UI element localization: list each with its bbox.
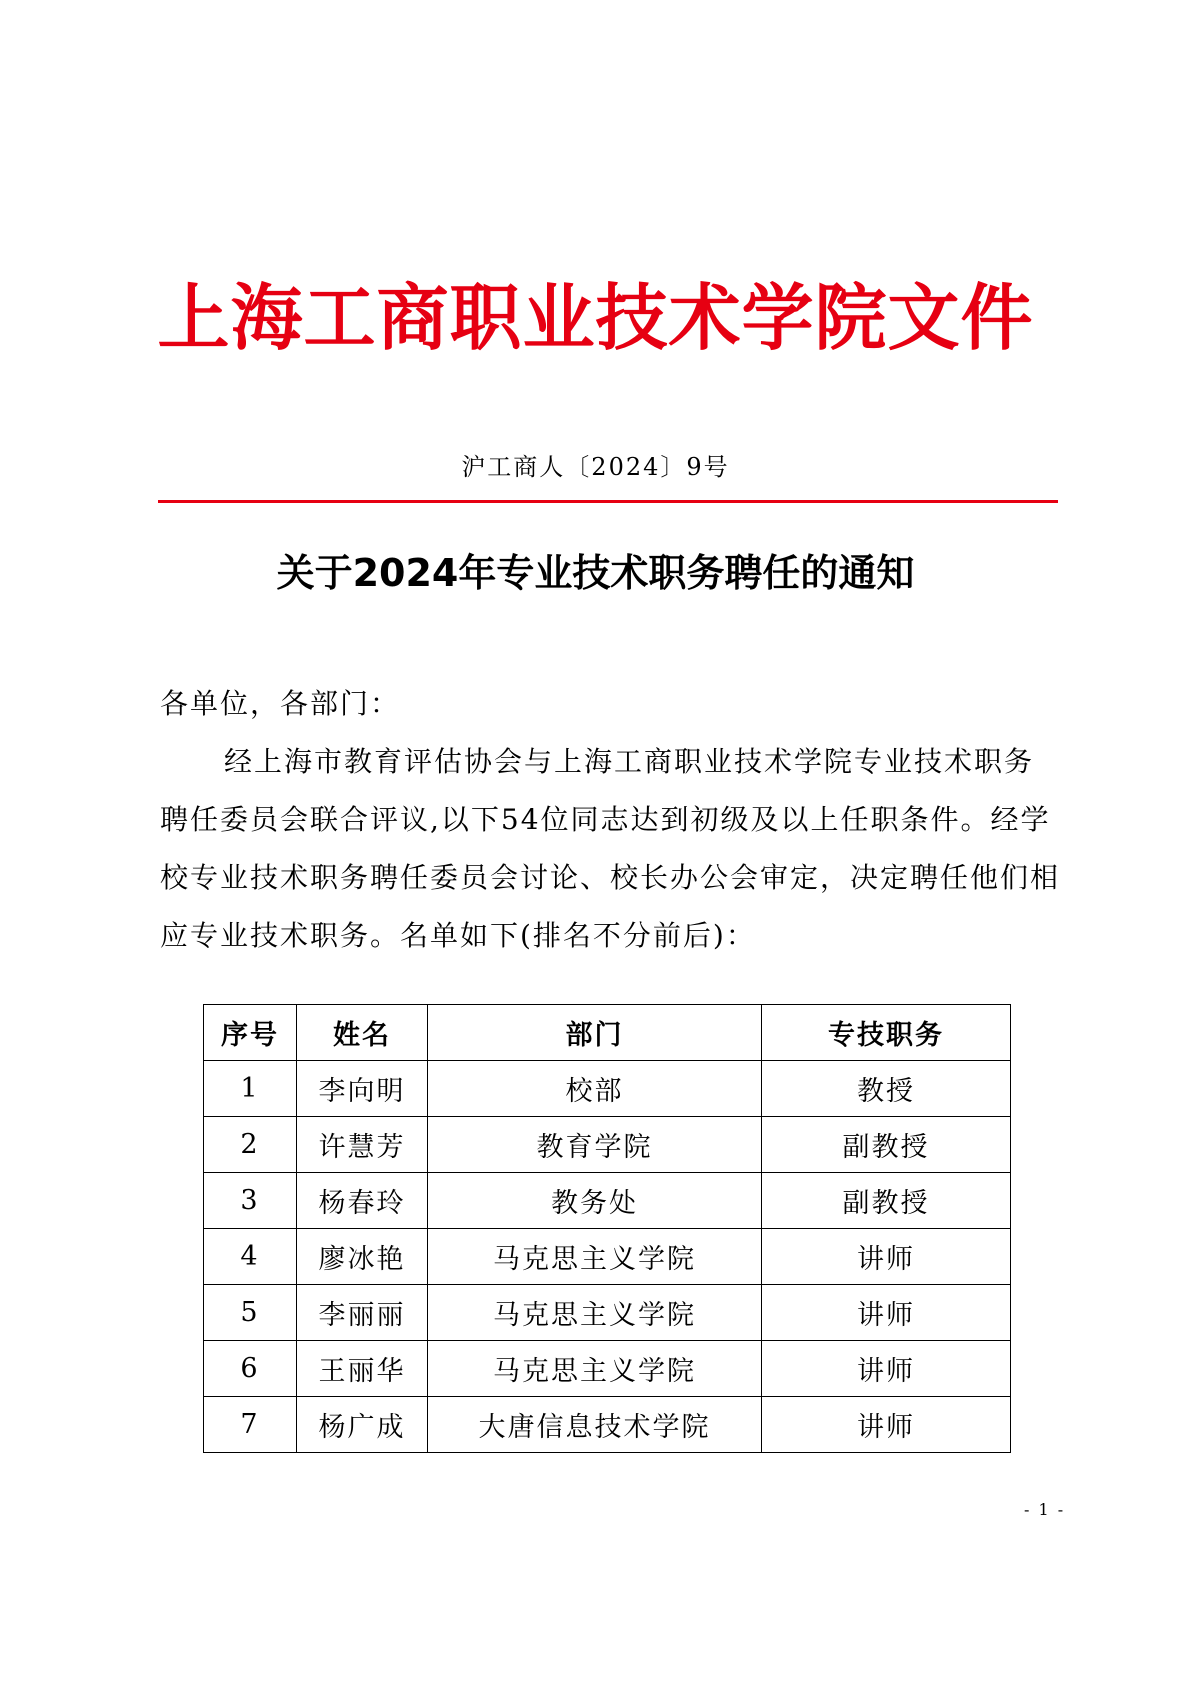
table-row — [204, 1173, 1011, 1229]
cell-name: 许慧芳 — [297, 1117, 428, 1173]
cell-department: 教务处 — [428, 1173, 762, 1229]
cell-serial: 3 — [204, 1173, 297, 1229]
page-number: - 1 - — [1024, 1500, 1066, 1519]
cell-position: 教授 — [762, 1061, 1011, 1117]
body-paragraph: 经上海市教育评估协会与上海工商职业技术学院专业技术职务聘任委员会联合评议,以下54位同志达到初级及以上任职条件。经学校专业技术职务聘任委员会讨论、校长办公会审定，决定聘任他们相应专业技术职务。名单如下(排名不分前后)： — [160, 745, 1061, 952]
header-serial: 序号 — [204, 1005, 297, 1061]
cell-serial: 1 — [204, 1061, 297, 1117]
cell-department: 大唐信息技术学院 — [428, 1397, 762, 1453]
table-row — [204, 1285, 1011, 1341]
cell-position: 讲师 — [762, 1397, 1011, 1453]
header-department: 部门 — [428, 1005, 762, 1061]
cell-position: 副教授 — [762, 1173, 1011, 1229]
cell-name: 杨春玲 — [297, 1173, 428, 1229]
cell-serial: 5 — [204, 1285, 297, 1341]
cell-name: 杨广成 — [297, 1397, 428, 1453]
letterhead-title: 上海工商职业技术学院文件 — [157, 276, 1034, 360]
table-row — [204, 1397, 1011, 1453]
notice-title: 关于2024年专业技术职务聘任的通知 — [276, 551, 915, 595]
cell-serial: 7 — [204, 1397, 297, 1453]
table-row — [204, 1117, 1011, 1173]
header-name: 姓名 — [297, 1005, 428, 1061]
staff-table — [203, 1004, 1011, 1453]
table-row — [204, 1229, 1011, 1285]
cell-department: 马克思主义学院 — [428, 1229, 762, 1285]
cell-position: 讲师 — [762, 1341, 1011, 1397]
table-row — [204, 1341, 1011, 1397]
cell-position: 讲师 — [762, 1285, 1011, 1341]
red-divider-line — [158, 500, 1058, 503]
table-header-row — [204, 1005, 1011, 1061]
cell-department: 教育学院 — [428, 1117, 762, 1173]
cell-name: 廖冰艳 — [297, 1229, 428, 1285]
cell-position: 讲师 — [762, 1229, 1011, 1285]
salutation: 各单位，各部门： — [160, 687, 401, 720]
cell-name: 李向明 — [297, 1061, 428, 1117]
cell-name: 王丽华 — [297, 1341, 428, 1397]
cell-serial: 6 — [204, 1341, 297, 1397]
cell-name: 李丽丽 — [297, 1285, 428, 1341]
cell-serial: 4 — [204, 1229, 297, 1285]
cell-department: 马克思主义学院 — [428, 1341, 762, 1397]
cell-department: 马克思主义学院 — [428, 1285, 762, 1341]
document-number: 沪工商人〔2024〕9号 — [461, 453, 730, 481]
cell-position: 副教授 — [762, 1117, 1011, 1173]
header-position: 专技职务 — [762, 1005, 1011, 1061]
cell-serial: 2 — [204, 1117, 297, 1173]
cell-department: 校部 — [428, 1061, 762, 1117]
table-row — [204, 1061, 1011, 1117]
